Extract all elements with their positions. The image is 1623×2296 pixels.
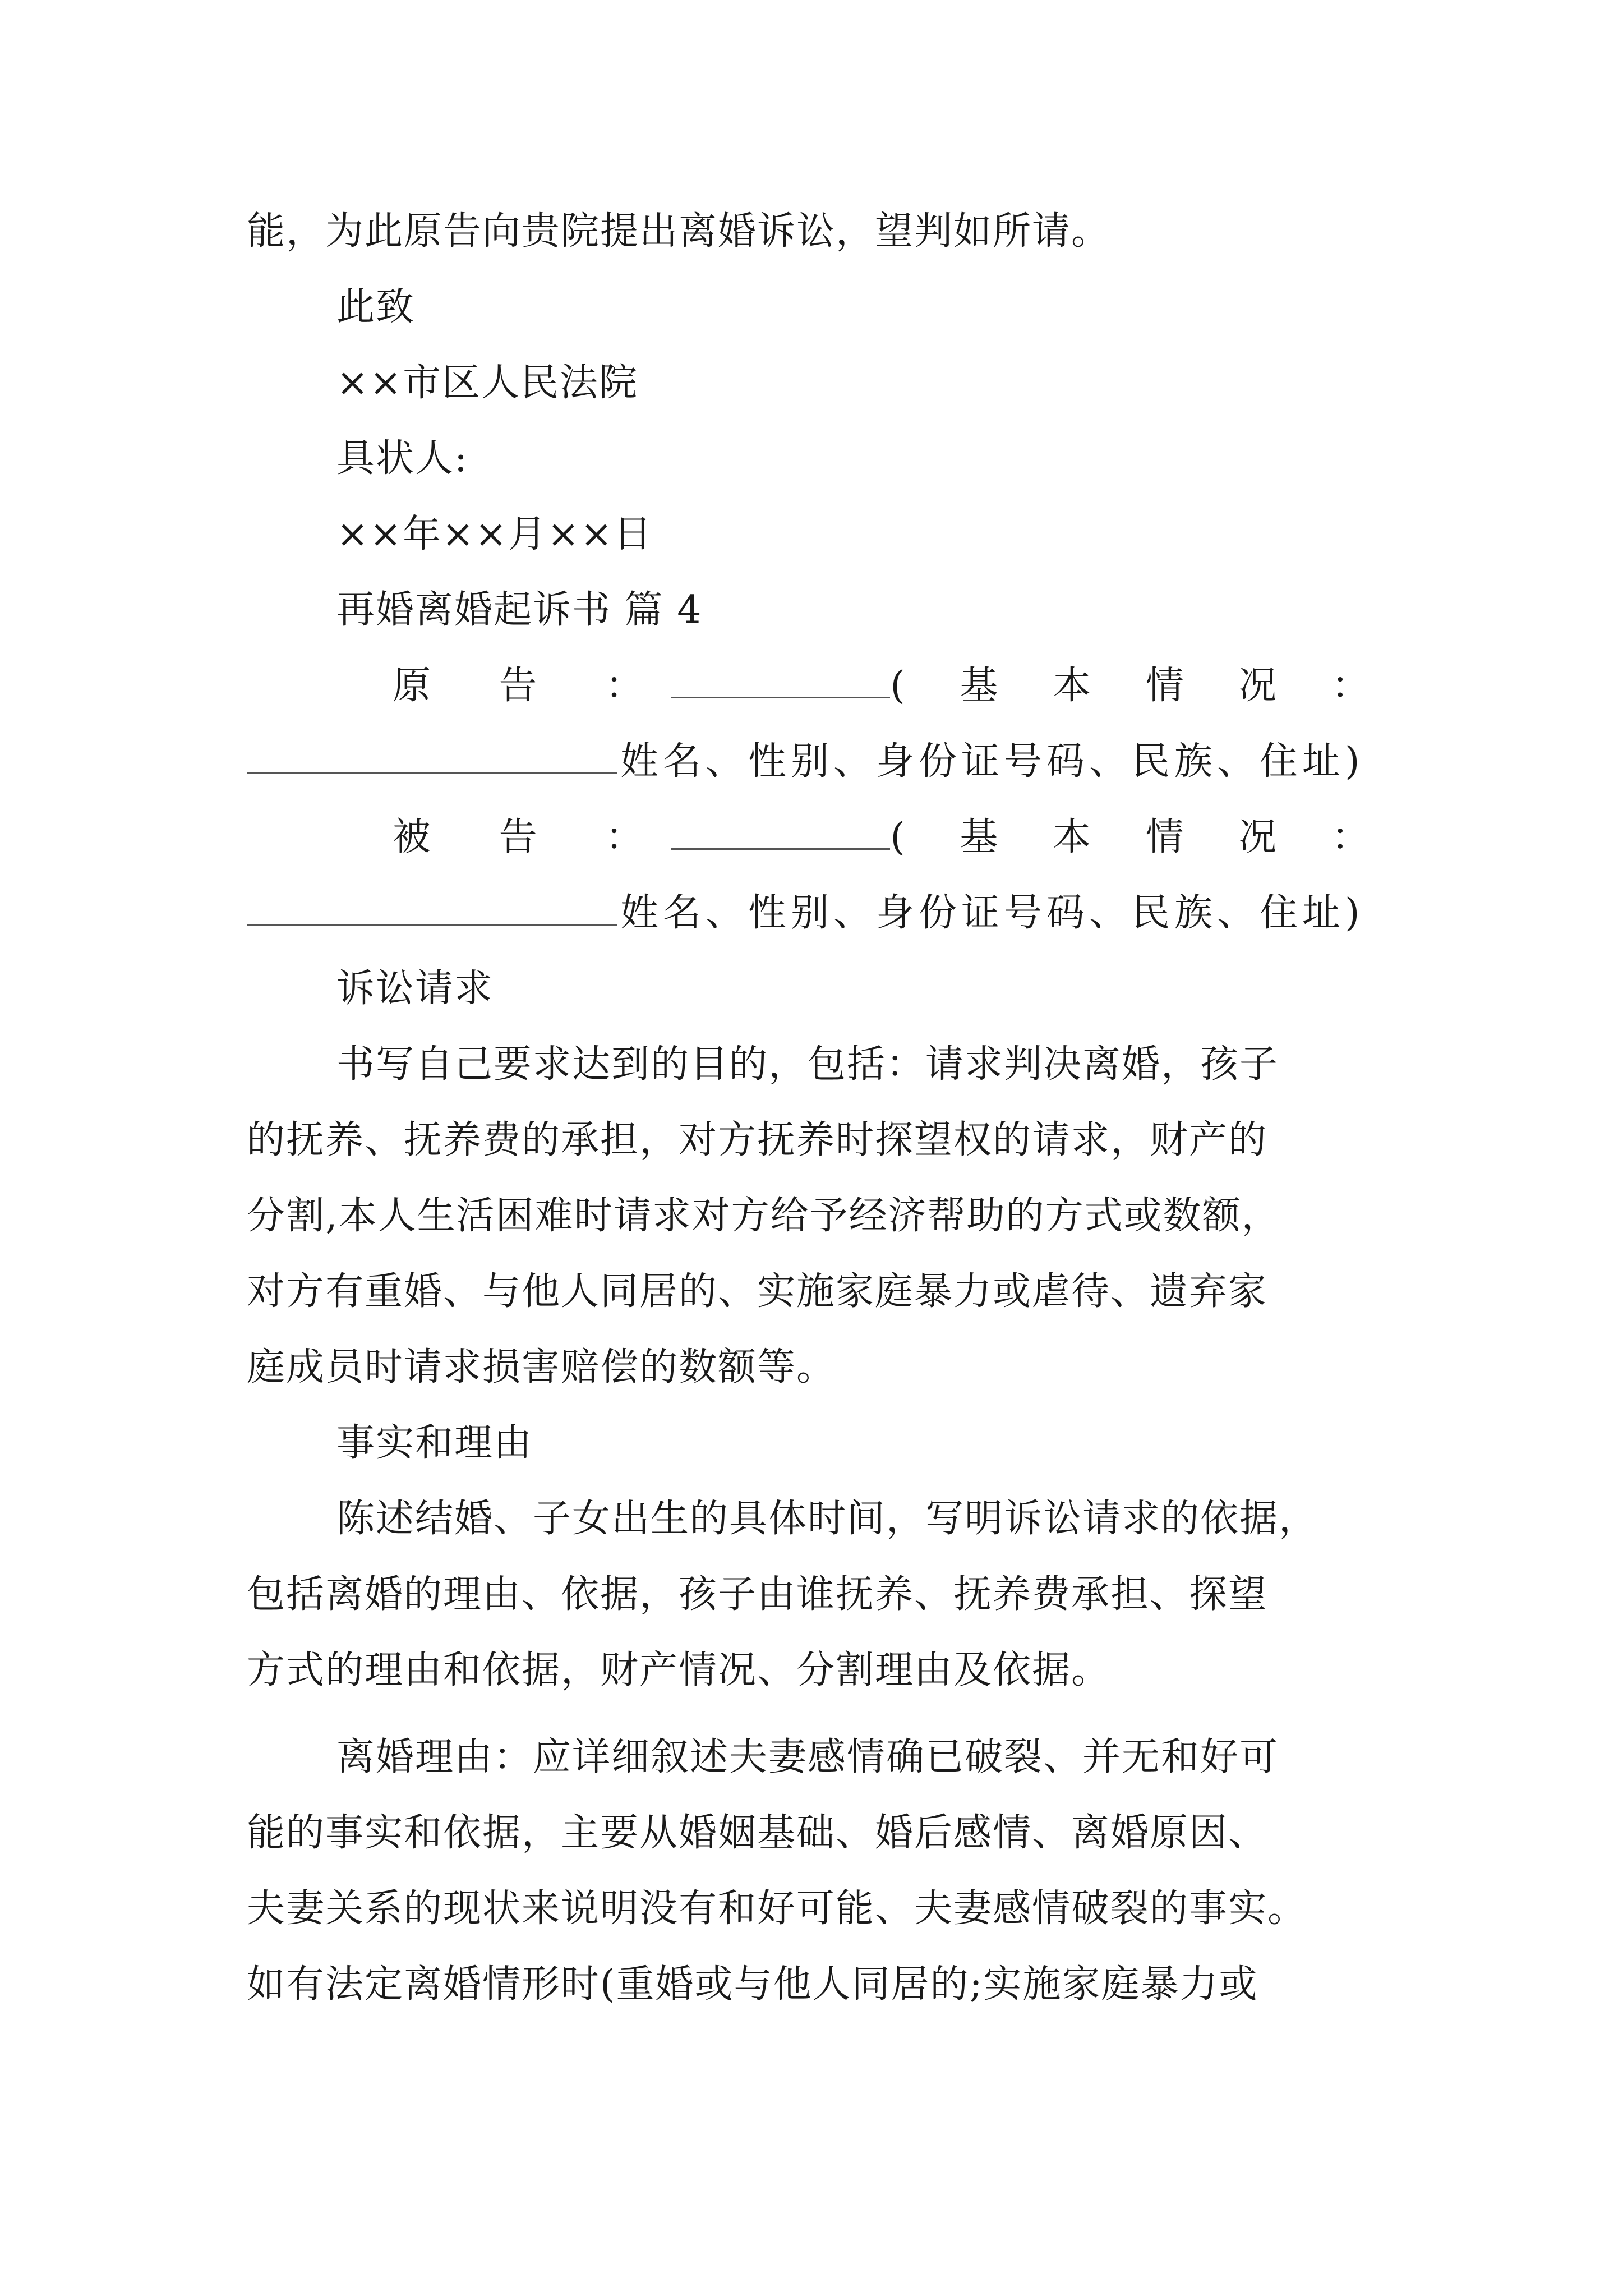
paragraph-line: 对方有重婚、与他人同居的、实施家庭暴力或虐待、遗弃家 bbox=[247, 1269, 1268, 1314]
paragraph-line: 包括离婚的理由、依据，孩子由谁抚养、抚养费承担、探望 bbox=[247, 1572, 1268, 1617]
paragraph-line: 方式的理由和依据，财产情况、分割理由及依据。 bbox=[247, 1648, 1111, 1692]
defendant-blank bbox=[671, 815, 890, 850]
paragraph-line: 陈述结婚、子女出生的具体时间，写明诉讼请求的依据， bbox=[336, 1497, 1318, 1541]
signer-label: 具状人: bbox=[336, 436, 468, 481]
defendant-paren: ( 基 本 情 况 ： bbox=[890, 815, 1391, 859]
section-heading-facts: 事实和理由 bbox=[336, 1421, 533, 1465]
paragraph-line: 能的事实和依据，主要从婚姻基础、婚后感情、离婚原因、 bbox=[247, 1811, 1268, 1855]
defendant-detail-blank bbox=[247, 890, 617, 926]
paragraph-line: 分割,本人生活困难时请求对方给予经济帮助的方式或数额， bbox=[247, 1194, 1281, 1238]
paragraph-line: 离婚理由：应详细叙述夫妻感情确已破裂、并无和好可 bbox=[336, 1735, 1279, 1779]
defendant-detail-row bbox=[247, 886, 1391, 940]
defendant-detail: 姓名、性别、身份证号码、民族、住址) bbox=[620, 891, 1364, 935]
court-name: ××市区人民法院 bbox=[336, 361, 638, 405]
paragraph-line: 如有法定离婚情形时(重婚或与他人同居的;实施家庭暴力或 bbox=[247, 1962, 1258, 2007]
defendant-row bbox=[393, 811, 1391, 864]
plaintiff-blank bbox=[671, 663, 890, 698]
section-heading-claims: 诉讼请求 bbox=[336, 967, 494, 1011]
section-title: 再婚离婚起诉书 篇 4 bbox=[336, 588, 703, 632]
salutation: 此致 bbox=[336, 285, 416, 329]
defendant-label: 被 告 ： bbox=[393, 815, 672, 859]
plaintiff-detail: 姓名、性别、身份证号码、民族、住址) bbox=[620, 739, 1364, 784]
plaintiff-detail-blank bbox=[247, 739, 617, 774]
plaintiff-detail-row bbox=[247, 735, 1391, 789]
paragraph-line: 的抚养、抚养费的承担，对方抚养时探望权的请求，财产的 bbox=[247, 1118, 1268, 1162]
text-line: 能，为此原告向贵院提出离婚诉讼，望判如所请。 bbox=[247, 209, 1111, 254]
plaintiff-row bbox=[393, 659, 1391, 713]
paragraph-line: 庭成员时请求损害赔偿的数额等。 bbox=[247, 1345, 836, 1389]
plaintiff-paren: ( 基 本 情 况 ： bbox=[890, 664, 1391, 708]
paragraph-line: 书写自己要求达到的目的，包括：请求判决离婚，孩子 bbox=[336, 1042, 1279, 1087]
plaintiff-label: 原 告 ： bbox=[393, 664, 672, 708]
date-line: ××年××月××日 bbox=[336, 512, 653, 556]
paragraph-line: 夫妻关系的现状来说明没有和好可能、夫妻感情破裂的事实。 bbox=[247, 1887, 1307, 1931]
